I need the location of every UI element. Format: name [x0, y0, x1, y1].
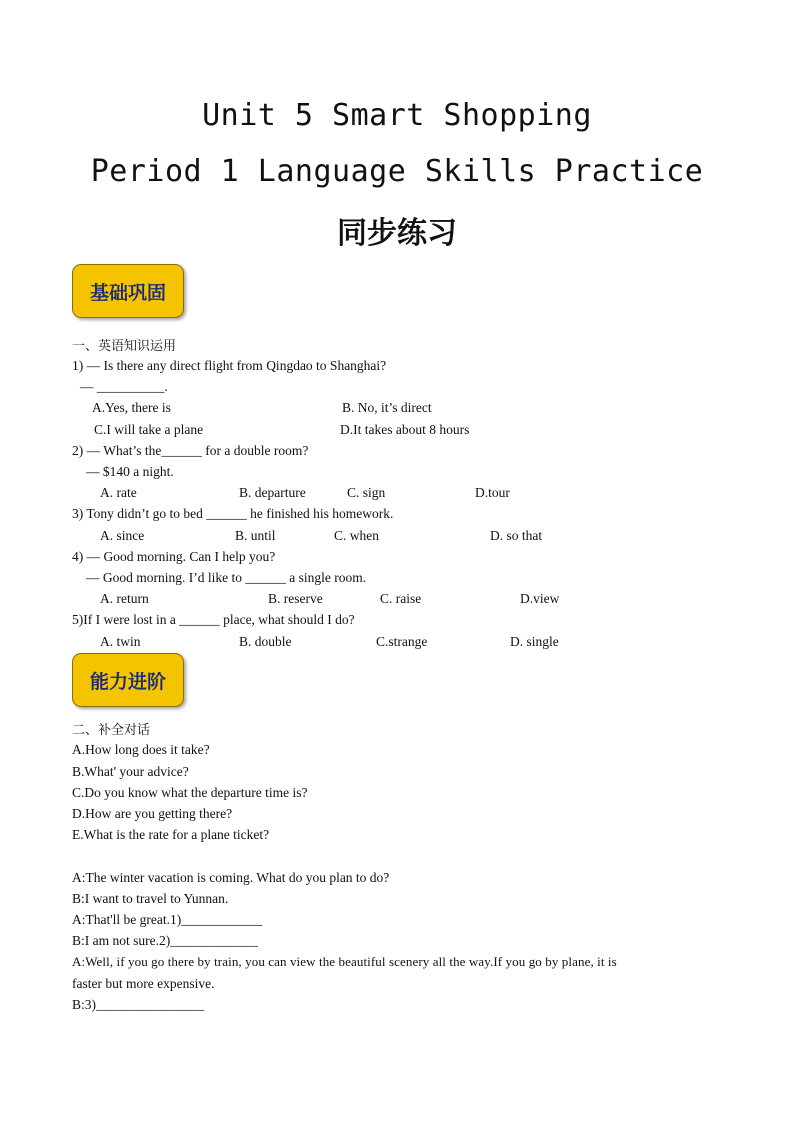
- q2-stem: 2) — What’s the______ for a double room?: [72, 443, 309, 458]
- dialogue-option: D.How are you getting there?: [72, 806, 233, 821]
- q4-stem: 4) — Good morning. Can I help you?: [72, 549, 276, 564]
- q4-option-a: A. return: [100, 591, 149, 606]
- q3-option-d: D. so that: [490, 528, 543, 543]
- q5-option-c: C.strange: [376, 634, 428, 649]
- badge-advanced: 能力进阶: [72, 653, 184, 707]
- title-chinese: 同步练习: [337, 216, 457, 251]
- title-period: Period 1 Language Skills Practice: [90, 154, 704, 189]
- dialogue-option: B.What' your advice?: [72, 764, 189, 779]
- dialogue-line: B:I want to travel to Yunnan.: [72, 891, 229, 906]
- title-unit: Unit 5 Smart Shopping: [202, 98, 592, 133]
- dialogue-option: C.Do you know what the departure time is?: [72, 785, 308, 800]
- q1-stem: 1) — Is there any direct flight from Qingdao to Shanghai?: [72, 358, 387, 373]
- q2-answer: — $140 a night.: [86, 464, 174, 479]
- q1-answer: — __________.: [80, 379, 168, 394]
- q4-option-c: C. raise: [380, 591, 422, 606]
- q1-option-d: D.It takes about 8 hours: [340, 422, 470, 437]
- q2-option-a: A. rate: [100, 485, 137, 500]
- q3-option-c: C. when: [334, 528, 379, 543]
- badge-basic: 基础巩固: [72, 264, 184, 318]
- section1-heading: 一、英语知识运用: [72, 339, 177, 354]
- q5-option-a: A. twin: [100, 634, 141, 649]
- q5-option-b: B. double: [239, 634, 292, 649]
- q4-option-d: D.view: [520, 591, 560, 606]
- q5-option-d: D. single: [510, 634, 559, 649]
- q1-option-a: A.Yes, there is: [92, 400, 171, 415]
- q3-option-b: B. until: [235, 528, 276, 543]
- dialogue-line: B:I am not sure.2)_____________: [72, 933, 258, 948]
- dialogue-line: A:Well, if you go there by train, you can view the beautiful scenery all the way.If you go by plane, it is: [72, 954, 617, 969]
- dialogue-line: A:That'll be great.1)____________: [72, 912, 263, 927]
- q3-stem: 3) Tony didn’t go to bed ______ he finished his homework.: [72, 506, 394, 521]
- dialogue-line: A:The winter vacation is coming. What do you plan to do?: [72, 870, 390, 885]
- dialogue-option: E.What is the rate for a plane ticket?: [72, 827, 270, 842]
- dialogue-line: B:3)________________: [72, 997, 205, 1012]
- q4-answer: — Good morning. I’d like to ______ a single room.: [86, 570, 367, 585]
- section2-heading: 二、补全对话: [72, 723, 151, 738]
- q5-stem: 5)If I were lost in a ______ place, what should I do?: [72, 612, 355, 627]
- q1-option-c: C.I will take a plane: [94, 422, 204, 437]
- q2-option-d: D.tour: [475, 485, 510, 500]
- dialogue-line: faster but more expensive.: [72, 976, 215, 991]
- q1-option-b: B. No, it’s direct: [342, 400, 432, 415]
- dialogue-option: A.How long does it take?: [72, 742, 210, 757]
- q3-option-a: A. since: [100, 528, 145, 543]
- q2-option-b: B. departure: [239, 485, 306, 500]
- q2-option-c: C. sign: [347, 485, 386, 500]
- q4-option-b: B. reserve: [268, 591, 323, 606]
